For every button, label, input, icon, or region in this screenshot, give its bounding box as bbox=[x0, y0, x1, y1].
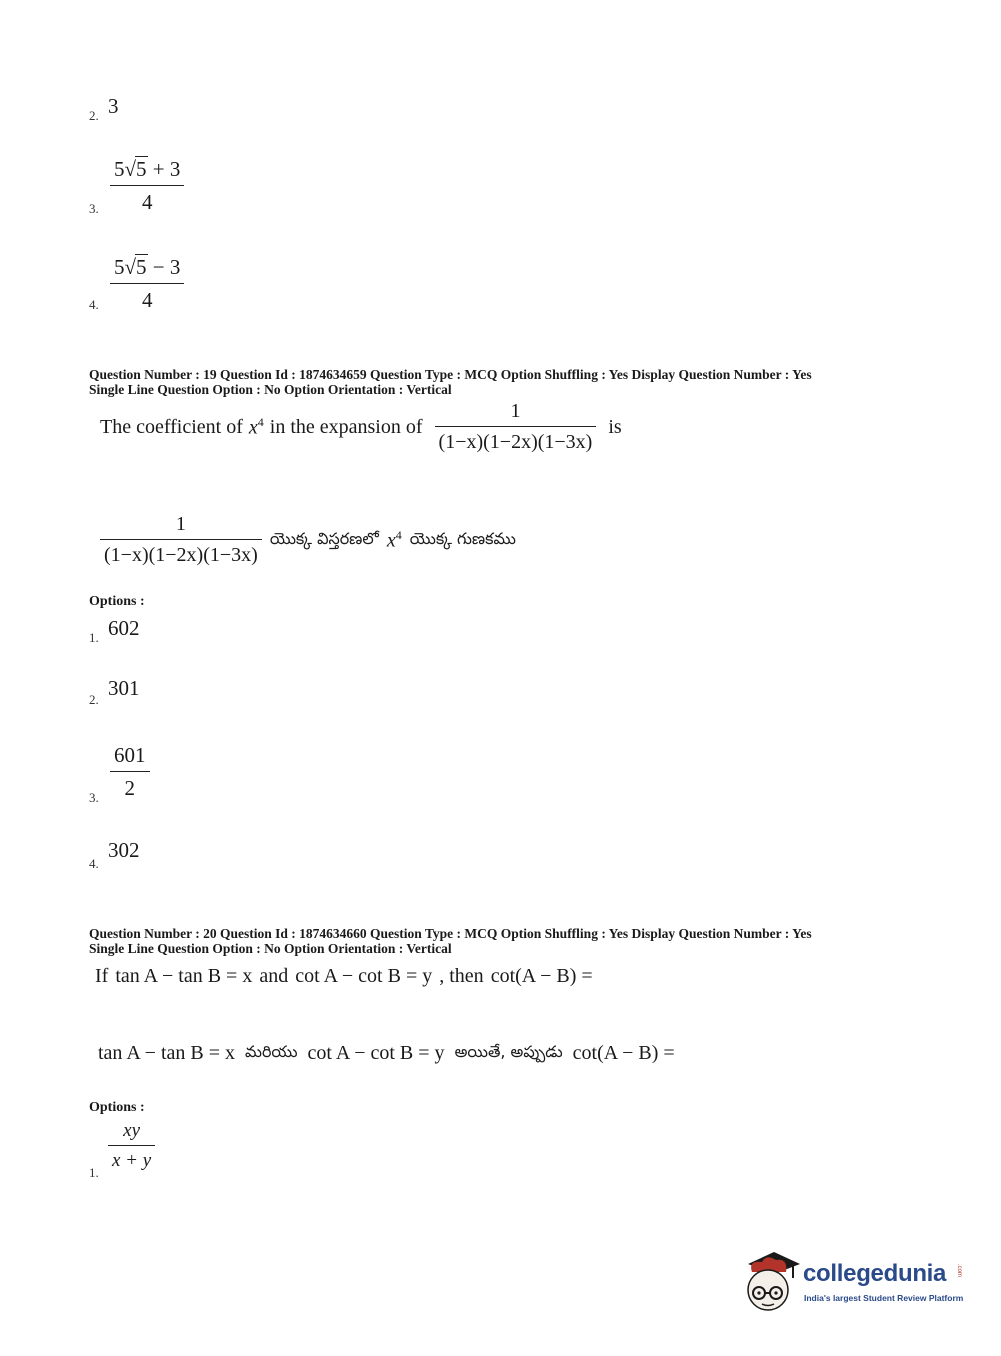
option-value: 602 bbox=[108, 616, 140, 640]
option-number: 4. bbox=[89, 856, 99, 871]
option-number: 2. bbox=[89, 108, 99, 123]
question-text-english: The coefficient of $x^4$ in the expansion of $\frac{1}{(1-x)(1-2x)(1-3x)}$ is bbox=[100, 400, 622, 453]
option-fraction: $\frac{5√5 + 3}{4}$ bbox=[110, 156, 184, 215]
option-value: 3 bbox=[108, 94, 119, 118]
option-number: 1. bbox=[89, 630, 99, 645]
question-meta: Question Number : 19 Question Id : 1874634659 Question Type : MCQ Option Shuffling : Yes Display Question Number : Yes Single Line Question Option : No Option Orientation : Vertical bbox=[89, 367, 812, 397]
option-number: 1. bbox=[89, 1165, 99, 1180]
options-label: Options : bbox=[89, 594, 145, 609]
option-number: 4. bbox=[89, 297, 99, 312]
question-meta: Question Number : 20 Question Id : 1874634660 Question Type : MCQ Option Shuffling : Yes Display Question Number : Yes Single Line Question Option : No Option Orientation : Vertical bbox=[89, 926, 812, 956]
logo-tagline: India's largest Student Review Platform bbox=[804, 1293, 964, 1303]
option-value: 301 bbox=[108, 676, 140, 700]
option-number: 2. bbox=[89, 692, 99, 707]
question-text-telugu: $\frac{1}{(1-x)(1-2x)(1-3x)}$ యొక్క విస్తరణలో $x^4$ యొక్క గుణకము bbox=[100, 513, 516, 567]
option-value: 302 bbox=[108, 838, 140, 862]
logo-suffix: .com bbox=[956, 1264, 962, 1278]
collegedunia-logo bbox=[742, 1250, 967, 1320]
question-text-telugu: tan A − tan B = x మరియు cot A − cot B = y అయితే, అప్పుడు cot(A − B) = bbox=[98, 1042, 675, 1064]
option-fraction: $\frac{601}{2}$ bbox=[110, 743, 150, 801]
option-fraction: $\frac{xy}{x + y}$ bbox=[108, 1120, 155, 1172]
mascot-icon bbox=[742, 1250, 800, 1312]
question-text-english: If tan A − tan B = x and cot A − cot B = y , then cot(A − B) = bbox=[95, 965, 593, 987]
option-number: 3. bbox=[89, 790, 99, 805]
option-number: 3. bbox=[89, 201, 99, 216]
options-label: Options : bbox=[89, 1100, 145, 1115]
logo-name: collegedunia bbox=[803, 1260, 947, 1287]
option-fraction: $\frac{5√5 - 3}{4}$ bbox=[110, 254, 184, 313]
